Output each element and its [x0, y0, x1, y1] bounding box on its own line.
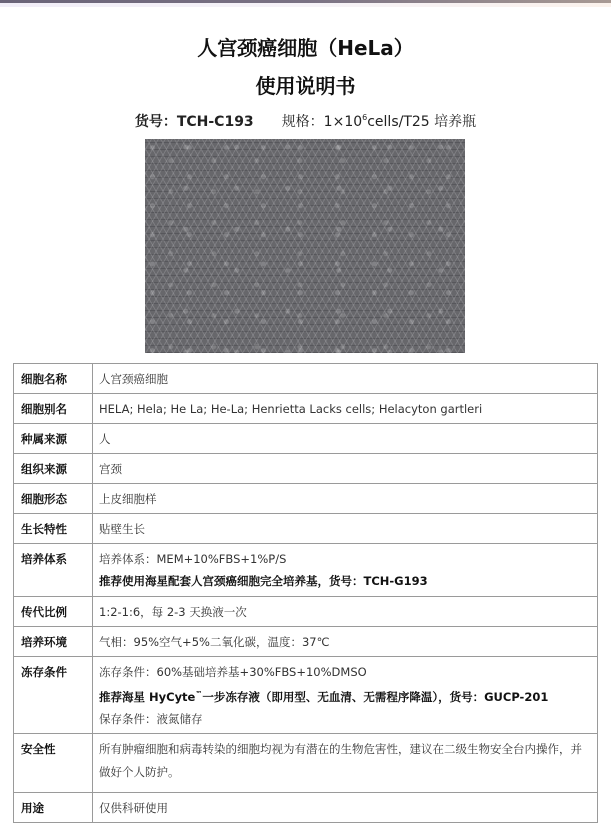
trademark-symbol: ™	[195, 690, 203, 698]
table-row	[14, 597, 598, 627]
row-label: 细胞别名	[14, 394, 93, 424]
spec-table	[13, 363, 598, 823]
row-value: 宫颈	[93, 454, 598, 484]
row-value: 冻存条件：60%基础培养基+30%FBS+10%DMSO 推荐海星 HyCyte™一步冻存液（即用型、无血清、无需程序降温），货号：GUCP-201 保存条件：液氮储存	[93, 657, 598, 734]
document-subtitle: 使用说明书	[255, 74, 356, 98]
row-value: 仅供科研使用	[93, 793, 598, 823]
row-label: 细胞名称	[14, 364, 93, 394]
row-value: 上皮细胞样	[93, 484, 598, 514]
top-border-fade	[0, 3, 611, 7]
table-row	[14, 657, 598, 734]
row-value: HELA; Hela; He La; He-La; Henrietta Lacks cells; Helacyton gartleri	[93, 394, 598, 424]
row-value: 气相：95%空气+5%二氧化碳，温度：37℃	[93, 627, 598, 657]
table-row	[14, 424, 598, 454]
spec-suffix: cells/T25 培养瓶	[367, 114, 477, 130]
row-label: 用途	[14, 793, 93, 823]
row-label: 培养环境	[14, 627, 93, 657]
row-label: 冻存条件	[14, 657, 93, 734]
table-row	[14, 793, 598, 823]
row-value: 贴壁生长	[93, 514, 598, 544]
row-label: 培养体系	[14, 544, 93, 597]
table-row	[14, 394, 598, 424]
cell-micrograph-image	[145, 139, 465, 353]
table-row	[14, 544, 598, 597]
row-label: 种属来源	[14, 424, 93, 454]
spec-exponent: 6	[362, 113, 368, 122]
table-row	[14, 514, 598, 544]
row-label: 安全性	[14, 734, 93, 793]
table-row	[14, 734, 598, 793]
table-row	[14, 484, 598, 514]
table-row	[14, 454, 598, 484]
table-row	[14, 364, 598, 394]
row-label: 生长特性	[14, 514, 93, 544]
row-label: 组织来源	[14, 454, 93, 484]
row-value: 人	[93, 424, 598, 454]
spec-prefix: 规格：1×10	[281, 114, 363, 130]
row-label: 传代比例	[14, 597, 93, 627]
row-label: 细胞形态	[14, 484, 93, 514]
table-row	[14, 627, 598, 657]
row-value: 1:2-1:6，每 2-3 天换液一次	[93, 597, 598, 627]
product-info-line	[0, 111, 611, 131]
row-value: 所有肿瘤细胞和病毒转染的细胞均视为有潜在的生物危害性，建议在二级生物安全台内操作，并做好个人防护。	[93, 734, 598, 793]
document-title: 人宫颈癌细胞（HeLa）	[197, 36, 414, 60]
item-number: 货号：TCH-C193	[134, 114, 254, 130]
row-value: 人宫颈癌细胞	[93, 364, 598, 394]
row-value: 培养体系：MEM+10%FBS+1%P/S 推荐使用海星配套人宫颈癌细胞完全培养基，货号：TCH-G193	[93, 544, 598, 597]
